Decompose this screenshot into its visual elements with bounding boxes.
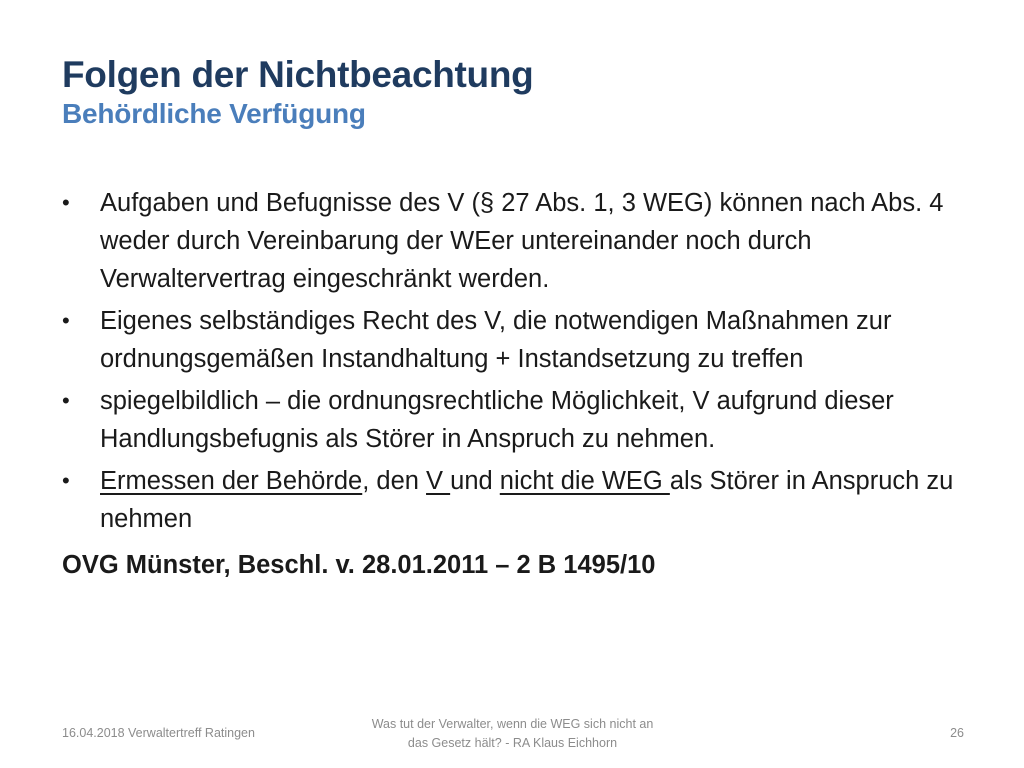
content-area	[62, 184, 962, 584]
bullet-text: spiegelbildlich – die ordnungsrechtliche Möglichkeit, V aufgrund dieser Handlungsbefugnis als Störer in Anspruch zu nehmen.	[100, 387, 894, 453]
underlined-phrase: Ermessen der Behörde	[100, 467, 363, 495]
title-block	[62, 52, 962, 130]
text-segment: als Störer in Anspruch zu nehmen	[100, 467, 954, 533]
underlined-phrase: V	[426, 467, 451, 495]
text-segment: und	[450, 467, 500, 495]
page-number: 26	[950, 726, 964, 740]
slide-subtitle: Behördliche Verfügung	[62, 98, 366, 129]
bullet-text-mixed	[100, 467, 953, 533]
bullet-item	[62, 302, 962, 378]
bullet-icon: •	[62, 190, 70, 215]
footer-date-event: 16.04.2018 Verwaltertreff Ratingen	[62, 726, 255, 740]
footer-presentation-title	[340, 715, 685, 753]
slide-title: Folgen der Nichtbeachtung	[62, 54, 534, 95]
bullet-item	[62, 462, 962, 538]
bullet-item	[62, 184, 962, 298]
footer-center-line: das Gesetz hält? - RA Klaus Eichhorn	[407, 736, 618, 750]
bullet-icon: •	[62, 468, 70, 493]
court-citation: OVG Münster, Beschl. v. 28.01.2011 – 2 B 1495/10	[62, 551, 656, 579]
bullet-list	[62, 184, 962, 538]
bullet-icon: •	[62, 388, 70, 413]
bullet-icon: •	[62, 308, 70, 333]
bullet-text: Eigenes selbständiges Recht des V, die notwendigen Maßnahmen zur ordnungsgemäßen Instandhaltung + Instandsetzung zu treffen	[100, 307, 892, 373]
bullet-text: Aufgaben und Befugnisse des V (§ 27 Abs. 1, 3 WEG) können nach Abs. 4 weder durch Vereinbarung der WEer untereinander noch durch Verwaltervertrag eingeschränkt werden.	[100, 189, 944, 293]
bullet-item	[62, 382, 962, 458]
text-segment: , den	[362, 467, 427, 495]
footer-center-line: Was tut der Verwalter, wenn die WEG sich nicht an	[371, 717, 654, 731]
underlined-phrase: nicht die WEG	[499, 467, 670, 495]
